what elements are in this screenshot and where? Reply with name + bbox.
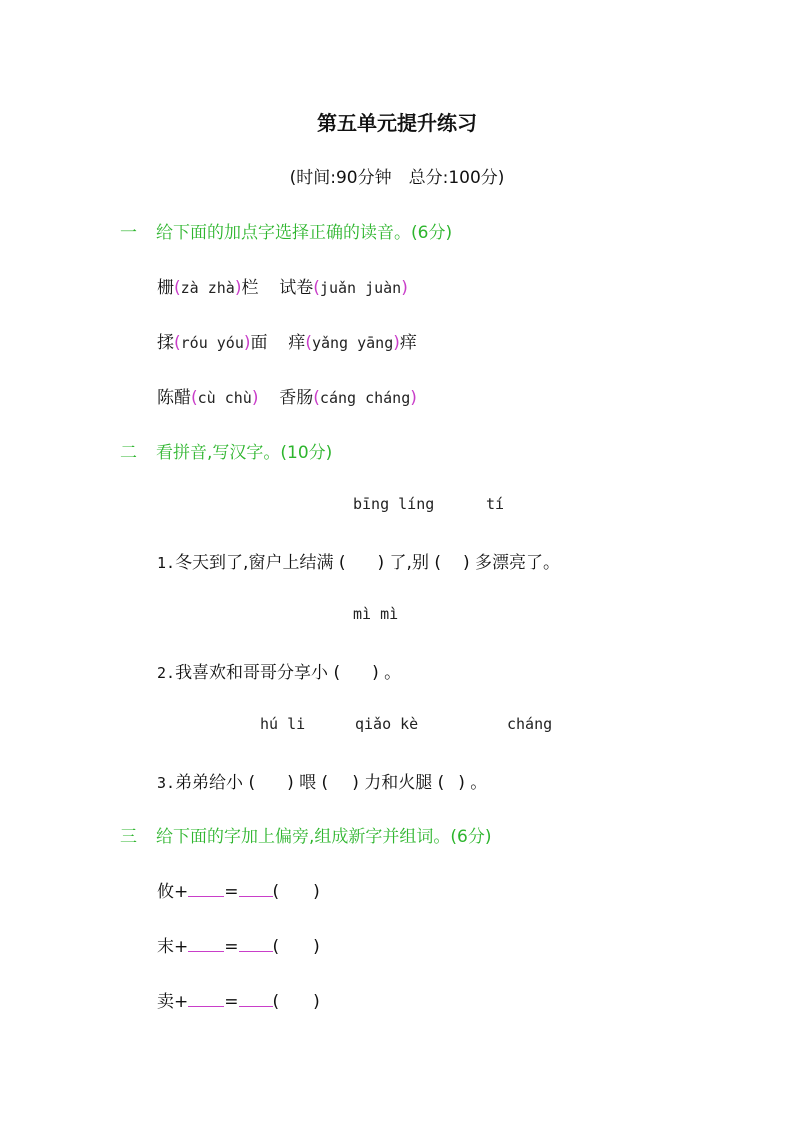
paren-open: ( xyxy=(174,333,181,353)
paren-close: ) xyxy=(393,333,400,353)
sentence-part: ) 了,别 ( xyxy=(377,553,441,573)
pinyin-options: yǎng yāng xyxy=(311,334,394,352)
paren-open: ( xyxy=(313,278,320,298)
page-subtitle: (时间:90分钟 总分:100分) xyxy=(289,168,505,188)
pinyin-options: cù chù xyxy=(197,389,252,407)
page-title: 第五单元提升练习 xyxy=(317,111,477,135)
sentence-part: ) 。 xyxy=(458,773,488,793)
pinyin-options: juǎn juàn xyxy=(319,279,402,297)
plus-sign: + xyxy=(174,882,189,902)
paren-close: ) xyxy=(234,278,242,298)
q1-row-1 xyxy=(157,273,408,298)
question-number: 3. xyxy=(157,774,176,792)
paren-close: ) xyxy=(313,937,320,957)
q3-item xyxy=(157,877,320,902)
pinyin-hint: qiǎo kè xyxy=(355,715,419,733)
question-number: 1. xyxy=(157,554,176,572)
radical-blank[interactable] xyxy=(188,935,224,952)
base-char: 卖 xyxy=(157,992,174,1012)
equals-sign: = xyxy=(224,882,239,902)
sentence-part: ) 力和火腿 ( xyxy=(352,773,445,793)
pinyin-options: zà zhà xyxy=(180,279,235,297)
paren-close: ) xyxy=(313,882,320,902)
q1-row-3 xyxy=(157,383,417,408)
section-text: 看拼音,写汉字。(10分) xyxy=(156,443,333,463)
sentence-part: ) 。 xyxy=(372,663,402,683)
plus-sign: + xyxy=(174,992,189,1012)
base-char: 末 xyxy=(157,937,174,957)
sentence-part: 弟弟给小 ( xyxy=(175,773,256,793)
pinyin-hint: mì mì xyxy=(353,605,399,623)
pinyin-hint: bīng líng xyxy=(353,495,435,513)
new-char-blank[interactable] xyxy=(239,990,273,1007)
paren-close: ) xyxy=(410,388,417,408)
new-char-blank[interactable] xyxy=(239,880,273,897)
q2-sentence-2 xyxy=(157,658,401,683)
pinyin-hint: hú li xyxy=(260,715,306,733)
q2-sentence-1 xyxy=(157,548,560,573)
hanzi: 栏 xyxy=(241,278,259,298)
hanzi: 揉 xyxy=(157,333,174,353)
section-number: 三 xyxy=(120,827,137,847)
section-text: 给下面的加点字选择正确的读音。(6分) xyxy=(156,223,453,243)
section-text: 给下面的字加上偏旁,组成新字并组词。(6分) xyxy=(156,827,492,847)
pinyin-hint: tí xyxy=(486,495,505,513)
paren-close: ) xyxy=(243,333,251,353)
pinyin-options: cáng cháng xyxy=(319,389,411,407)
sentence-part: ) 喂 ( xyxy=(287,773,329,793)
paren-open: ( xyxy=(272,992,280,1012)
paren-open: ( xyxy=(305,333,312,353)
hanzi: 痒 xyxy=(399,333,417,353)
q2-sentence-3 xyxy=(157,768,487,793)
pinyin-hint: cháng xyxy=(507,715,553,733)
paren-open: ( xyxy=(272,937,280,957)
paren-open: ( xyxy=(174,278,181,298)
equals-sign: = xyxy=(224,937,239,957)
q1-row-2 xyxy=(157,328,417,353)
paren-close: ) xyxy=(401,278,408,298)
equals-sign: = xyxy=(224,992,239,1012)
hanzi: 痒 xyxy=(288,333,306,353)
hanzi: 陈醋 xyxy=(157,388,191,408)
paren-open: ( xyxy=(272,882,280,902)
hanzi: 栅 xyxy=(157,278,174,298)
paren-open: ( xyxy=(313,388,320,408)
hanzi: 香肠 xyxy=(279,388,314,408)
q3-item xyxy=(157,987,320,1012)
hanzi: 试卷 xyxy=(279,278,314,298)
sentence-part: 冬天到了,窗户上结满 ( xyxy=(175,553,346,573)
sentence-part: ) 多漂亮了。 xyxy=(463,553,561,573)
radical-blank[interactable] xyxy=(188,880,224,897)
section-3-heading xyxy=(120,822,491,847)
paren-close: ) xyxy=(251,388,259,408)
plus-sign: + xyxy=(174,937,189,957)
section-2-heading xyxy=(120,438,332,463)
paren-close: ) xyxy=(313,992,320,1012)
section-number: 一 xyxy=(120,223,137,243)
section-1-heading xyxy=(120,218,452,243)
q3-item xyxy=(157,932,320,957)
question-number: 2. xyxy=(157,664,176,682)
sentence-part: 我喜欢和哥哥分享小 ( xyxy=(175,663,341,683)
radical-blank[interactable] xyxy=(188,990,224,1007)
base-char: 攸 xyxy=(157,882,174,902)
pinyin-options: róu yóu xyxy=(180,334,244,352)
hanzi: 面 xyxy=(250,333,268,353)
new-char-blank[interactable] xyxy=(239,935,273,952)
paren-open: ( xyxy=(191,388,198,408)
section-number: 二 xyxy=(120,443,137,463)
